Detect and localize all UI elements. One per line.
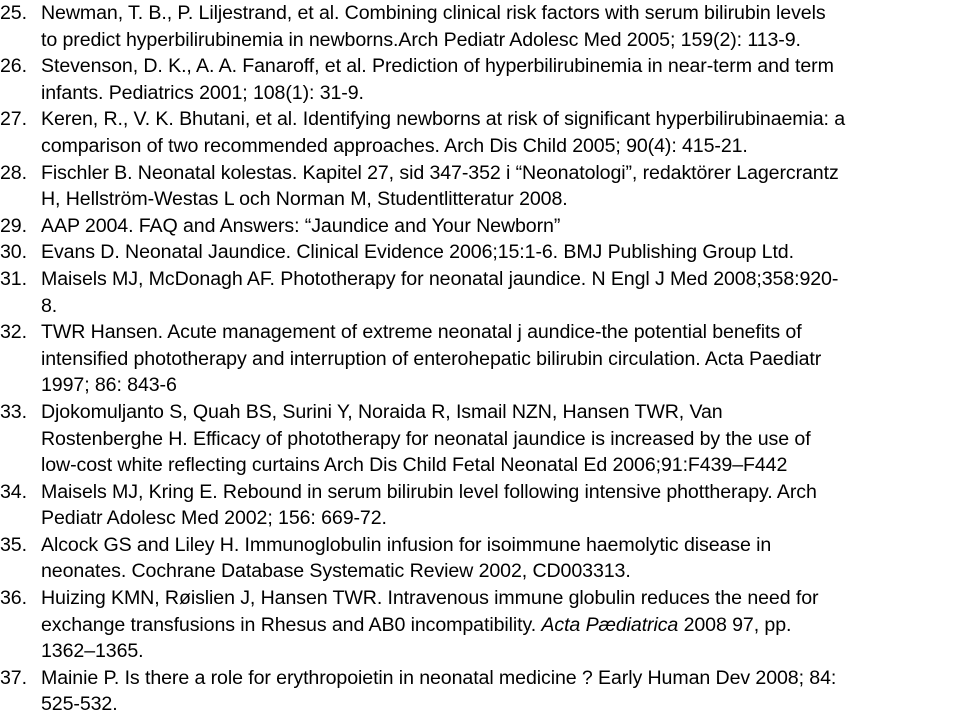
reference-text bbox=[41, 106, 953, 159]
reference-line: Keren, R., V. K. Bhutani, et al. Identifying newborns at risk of significant hyperbilirubinaemia: a bbox=[41, 108, 846, 131]
reference-line: Huizing KMN, Røislien J, Hansen TWR. Intravenous immune globulin reduces the need for bbox=[41, 587, 819, 610]
reference-number: 27. bbox=[0, 108, 27, 131]
reference-line: 8. bbox=[41, 294, 58, 317]
reference-line: Maisels MJ, Kring E. Rebound in serum bilirubin level following intensive phottherapy. Arch bbox=[41, 480, 817, 503]
reference-line: Mainie P. Is there a role for erythropoietin in neonatal medicine ? Early Human Dev 2008; 84: bbox=[41, 666, 837, 689]
reference-line: 525-532. bbox=[41, 693, 118, 716]
reference-item bbox=[0, 479, 960, 532]
reference-line: H, Hellström-Westas L och Norman M, Studentlitteratur 2008. bbox=[41, 188, 568, 211]
reference-item bbox=[0, 53, 960, 106]
reference-line: AAP 2004. FAQ and Answers: “Jaundice and Your Newborn” bbox=[41, 214, 561, 237]
reference-number: 33. bbox=[0, 400, 27, 423]
reference-number: 29. bbox=[0, 214, 27, 237]
reference-line: Stevenson, D. K., A. A. Fanaroff, et al. Prediction of hyperbilirubinemia in near-term and term bbox=[41, 55, 834, 78]
reference-text bbox=[41, 319, 953, 399]
reference-line: Evans D. Neonatal Jaundice. Clinical Evidence 2006;15:1-6. BMJ Publishing Group Ltd. bbox=[41, 241, 794, 264]
reference-number: 30. bbox=[0, 241, 27, 264]
reference-segment: 2008 97, pp. bbox=[678, 613, 792, 636]
reference-segment: exchange transfusions in Rhesus and AB0 incompatibility. bbox=[41, 613, 537, 636]
reference-line: 1997; 86: 843-6 bbox=[41, 374, 177, 397]
reference-line: Maisels MJ, McDonagh AF. Phototherapy for neonatal jaundice. N Engl J Med 2008;358:920- bbox=[41, 267, 839, 290]
reference-text bbox=[41, 53, 953, 106]
reference-text bbox=[41, 532, 953, 585]
reference-text bbox=[41, 239, 953, 266]
reference-line: Pediatr Adolesc Med 2002; 156: 669-72. bbox=[41, 507, 387, 530]
reference-line: to predict hyperbilirubinemia in newborns.Arch Pediatr Adolesc Med 2005; 159(2): 113-9. bbox=[41, 28, 801, 51]
reference-number: 37. bbox=[0, 666, 27, 689]
reference-number: 31. bbox=[0, 267, 27, 290]
reference-number: 36. bbox=[0, 587, 27, 610]
reference-line: Newman, T. B., P. Liljestrand, et al. Combining clinical risk factors with serum bilirubin levels bbox=[41, 2, 826, 24]
reference-text bbox=[41, 0, 953, 53]
reference-line: neonates. Cochrane Database Systematic Review 2002, CD003313. bbox=[41, 560, 631, 583]
reference-number: 26. bbox=[0, 55, 27, 78]
reference-text bbox=[41, 266, 953, 319]
reference-number: 34. bbox=[0, 480, 27, 503]
reference-item bbox=[0, 0, 960, 53]
reference-line: comparison of two recommended approaches. Arch Dis Child 2005; 90(4): 415-21. bbox=[41, 134, 748, 157]
reference-number: 25. bbox=[0, 2, 27, 24]
reference-item bbox=[0, 665, 960, 718]
reference-item bbox=[0, 213, 960, 240]
reference-item bbox=[0, 239, 960, 266]
reference-text bbox=[41, 479, 953, 532]
reference-number: 35. bbox=[0, 533, 27, 556]
reference-item bbox=[0, 160, 960, 213]
reference-line: low-cost white reflecting curtains Arch Dis Child Fetal Neonatal Ed 2006;91:F439–F442 bbox=[41, 454, 788, 477]
reference-text bbox=[41, 585, 953, 665]
reference-number: 28. bbox=[0, 161, 27, 184]
reference-text bbox=[41, 399, 953, 479]
reference-line: Djokomuljanto S, Quah BS, Surini Y, Noraida R, Ismail NZN, Hansen TWR, Van bbox=[41, 400, 723, 423]
reference-line: TWR Hansen. Acute management of extreme neonatal j aundice-the potential benefits of bbox=[41, 321, 802, 344]
reference-line: 1362–1365. bbox=[41, 640, 144, 663]
reference-item bbox=[0, 399, 960, 479]
reference-line: Fischler B. Neonatal kolestas. Kapitel 27, sid 347-352 i “Neonatologi”, redaktörer Lagercrantz bbox=[41, 161, 839, 184]
reference-text bbox=[41, 665, 953, 718]
reference-line: infants. Pediatrics 2001; 108(1): 31-9. bbox=[41, 81, 364, 104]
reference-line: Rostenberghe H. Efficacy of phototherapy for neonatal jaundice is increased by the use of bbox=[41, 427, 811, 450]
reference-item bbox=[0, 532, 960, 585]
reference-item bbox=[0, 585, 960, 665]
reference-text bbox=[41, 160, 953, 213]
reference-line bbox=[41, 612, 953, 639]
reference-item bbox=[0, 106, 960, 159]
reference-line: intensified phototherapy and interruption of enterohepatic bilirubin circulation. Acta Paediatr bbox=[41, 347, 822, 370]
reference-item bbox=[0, 319, 960, 399]
reference-number: 32. bbox=[0, 321, 27, 344]
journal-title: Acta Pædiatrica bbox=[541, 613, 679, 636]
reference-text bbox=[41, 213, 953, 240]
reference-line: Alcock GS and Liley H. Immunoglobulin infusion for isoimmune haemolytic disease in bbox=[41, 533, 772, 556]
reference-item bbox=[0, 266, 960, 319]
